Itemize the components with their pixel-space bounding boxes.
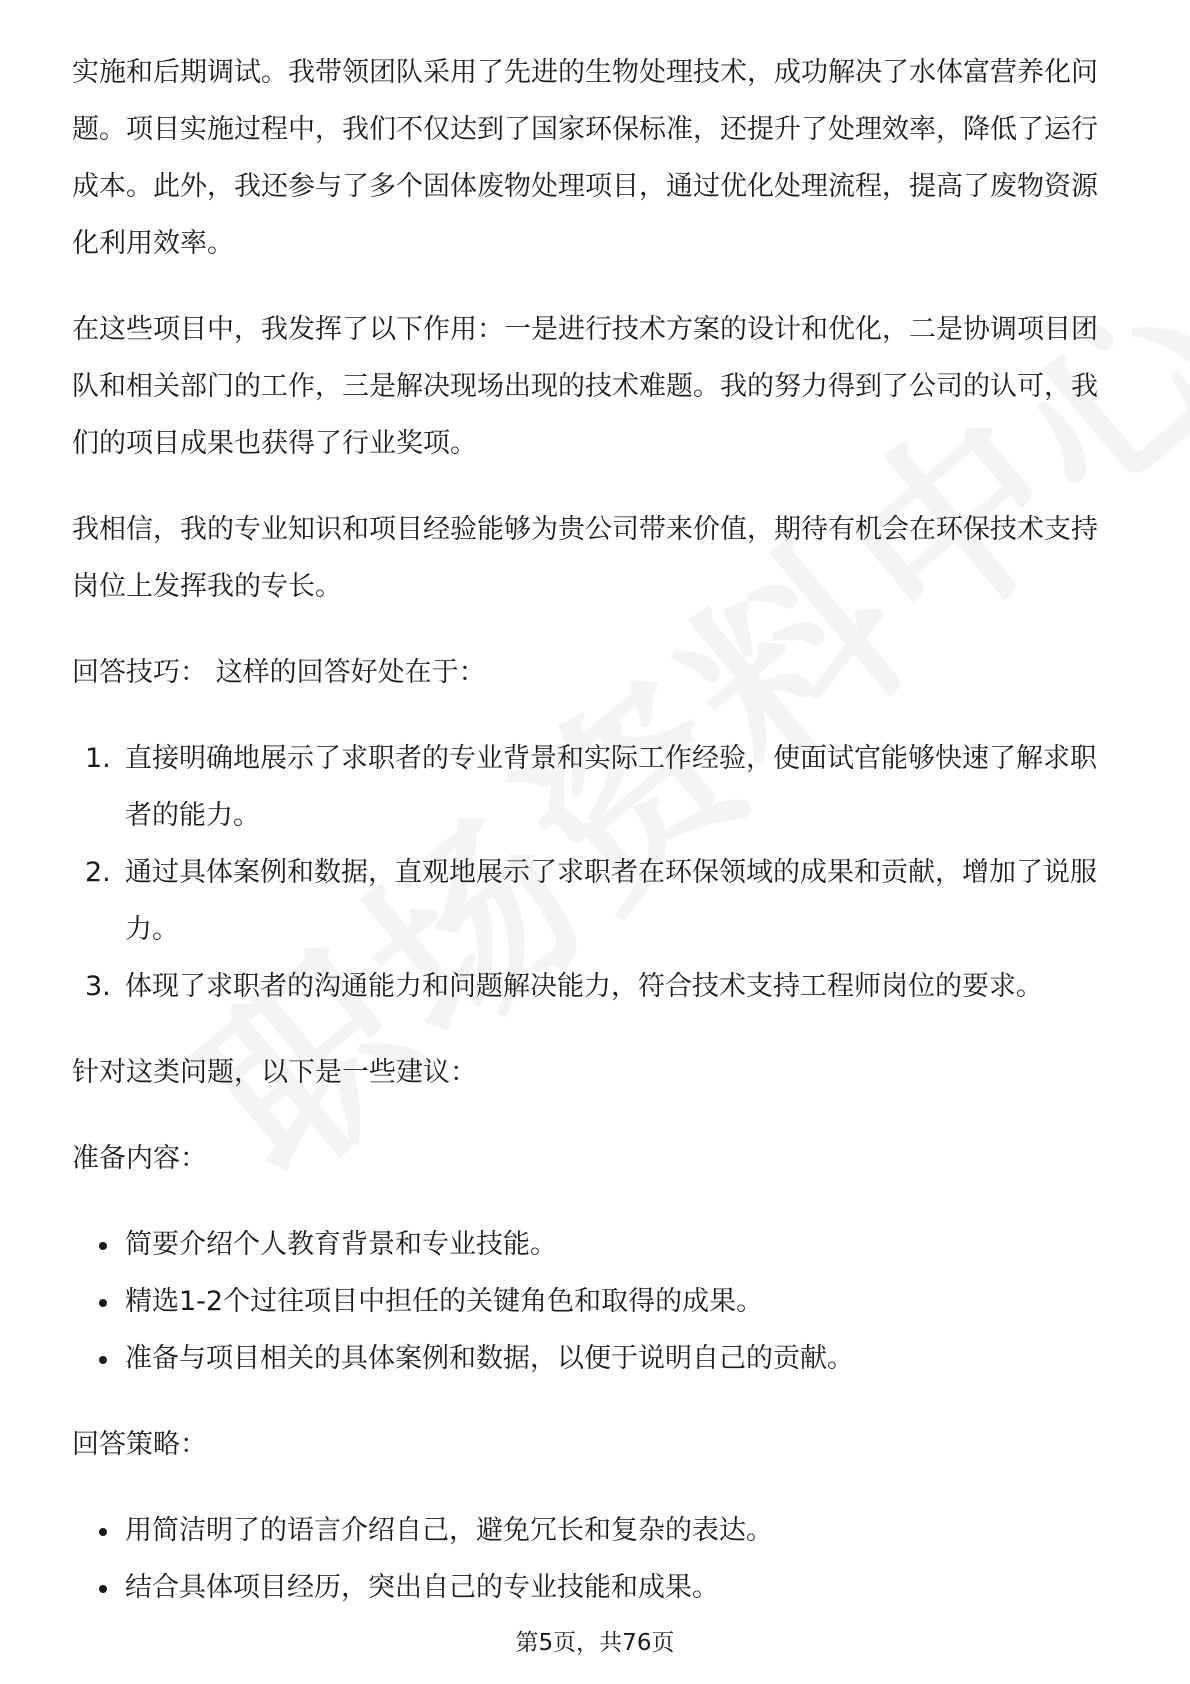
list-item: 结合具体项目经历，突出自己的专业技能和成果。 <box>125 1559 1118 1616</box>
list-item <box>85 958 1118 1015</box>
list-item: 简要介绍个人教育背景和专业技能。 <box>125 1216 1118 1273</box>
list-item: 准备与项目相关的具体案例和数据，以便于说明自己的贡献。 <box>125 1330 1118 1387</box>
prepare-list <box>72 1216 1118 1387</box>
list-item-text: 体现了求职者的沟通能力和问题解决能力，符合技术支持工程师岗位的要求。 <box>125 971 1043 1002</box>
list-item: 精选1-2个过往项目中担任的关键角色和取得的成果。 <box>125 1273 1118 1330</box>
page-content <box>72 44 1118 1645</box>
paragraph-project-experience: 实施和后期调试。我带领团队采用了先进的生物处理技术，成功解决了水体富营养化问题。项目实施过程中，我们不仅达到了国家环保标准，还提升了处理效率，降低了运行成本。此外，我还参与了多个固体废物处理项目，通过优化处理流程，提高了废物资源化利用效率。 <box>72 57 1098 259</box>
strategy-heading: 回答策略： <box>72 1429 207 1460</box>
list-number: 2. <box>85 857 111 888</box>
list-item <box>85 844 1118 958</box>
tips-heading: 回答技巧： 这样的回答好处在于： <box>72 657 486 688</box>
list-item <box>85 730 1118 844</box>
list-item: 用简洁明了的语言介绍自己，避免冗长和复杂的表达。 <box>125 1502 1118 1559</box>
page-number: 第5页，共76页 <box>515 1630 675 1656</box>
list-number: 1. <box>85 743 111 774</box>
list-item-text: 通过具体案例和数据，直观地展示了求职者在环保领域的成果和贡献，增加了说服力。 <box>125 857 1097 945</box>
list-item-text: 直接明确地展示了求职者的专业背景和实际工作经验，使面试官能够快速了解求职者的能力。 <box>125 743 1097 831</box>
tips-list <box>72 730 1118 1015</box>
list-number: 3. <box>85 971 111 1002</box>
paragraph-role: 在这些项目中，我发挥了以下作用：一是进行技术方案的设计和优化，二是协调项目团队和相关部门的工作，三是解决现场出现的技术难题。我的努力得到了公司的认可，我们的项目成果也获得了行业奖项。 <box>72 314 1098 459</box>
prepare-heading: 准备内容： <box>72 1143 207 1174</box>
advice-intro: 针对这类问题，以下是一些建议： <box>72 1057 477 1088</box>
paragraph-closing: 我相信，我的专业知识和项目经验能够为贵公司带来价值，期待有机会在环保技术支持岗位上发挥我的专长。 <box>72 514 1098 602</box>
strategy-list <box>72 1502 1118 1616</box>
